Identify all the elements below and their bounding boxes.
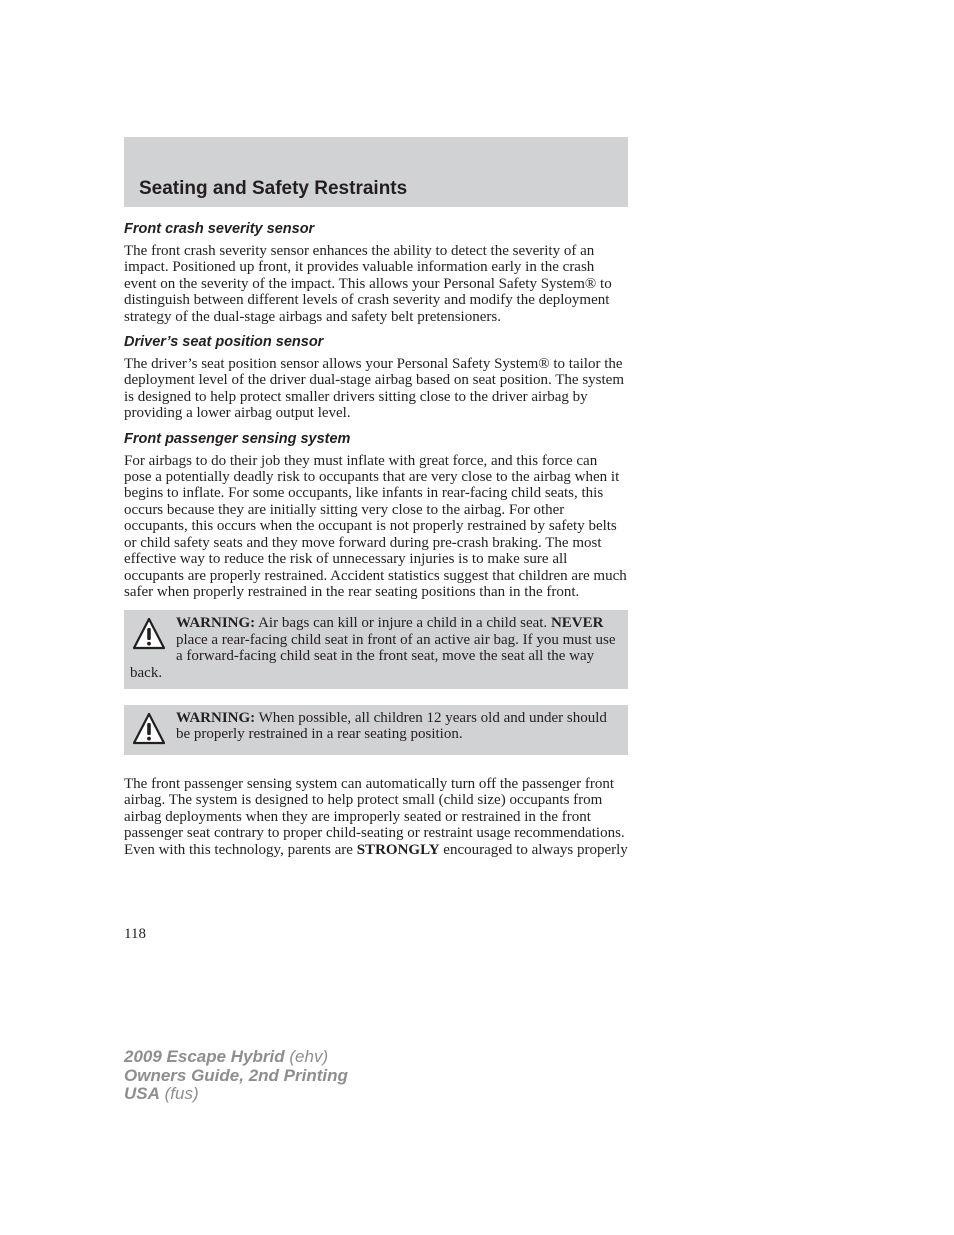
paragraph-front-crash-severity-sensor: The front crash severity sensor enhances the ability to detect the severity of an impact. Positioned up front, it provides valuable information early in the crash event on the severity of the impact. This allows your Personal Safety System® to distinguish between different levels of crash severity and modify the deployment strategy of the dual-stage airbags and safety belt pretensioners. xyxy=(124,243,612,325)
footer-printing: Owners Guide, 2nd Printing xyxy=(124,1065,348,1085)
warning-text-continued: place a rear-facing child seat in front of an active air bag. If you must use a forward-facing child seat in the front seat, move the seat all the way back. xyxy=(130,631,616,681)
page-content xyxy=(124,220,628,864)
closing-emphasis: STRONGLY xyxy=(356,841,440,858)
paragraph-passenger-sensing-closing xyxy=(124,776,628,858)
warning-label: WARNING: xyxy=(176,709,256,726)
closing-text-continued: encouraged to always properly xyxy=(439,841,628,858)
closing-text: The front passenger sensing system can automatically turn off the passenger front airbag. The system is designed to help protect small (child size) occupants from airbag deployments when they are improperly seated or restrained in the front passenger seat contrary to proper child-seating or restraint usage recommendations. Even with this technology, parents are xyxy=(124,775,625,858)
footer-publication-info xyxy=(124,1048,348,1104)
footer-model: 2009 Escape Hybrid xyxy=(124,1047,285,1066)
footer-market-code: (fus) xyxy=(159,1084,199,1103)
warning-emphasis: NEVER xyxy=(550,615,604,632)
warning-triangle-icon xyxy=(132,712,166,746)
warning-text: Air bags can kill or injure a child in a child seat. xyxy=(255,615,551,632)
section-header-band xyxy=(124,137,628,207)
warning-box-child-seat xyxy=(124,610,628,689)
paragraph-front-passenger-sensing-system: For airbags to do their job they must inflate with great force, and this force can pose a potentially deadly risk to occupants that are very close to the airbag when it begins to inflate. For some occupants, like infants in rear-facing child seats, this occurs because they are initially sitting very close to the airbag. For other occupants, this occurs when the occupant is not properly restrained by safety belts or child safety seats and they move forward during pre-crash braking. The most effective way to reduce the risk of unnecessary injuries is to make sure all occupants are properly restrained. Accident statistics suggest that children are much safer when properly restrained in the rear seating positions than in the front. xyxy=(124,452,627,600)
heading-drivers-seat-position-sensor: Driver’s seat position sensor xyxy=(124,334,324,351)
paragraph-drivers-seat-position-sensor: The driver’s seat position sensor allows your Personal Safety System® to tailor the deployment level of the driver dual-stage airbag based on seat position. The system is designed to help protect smaller drivers sitting close to the driver airbag by providing a lower airbag output level. xyxy=(124,356,625,422)
warning-text: When possible, all children 12 years old and under should be properly restrained in a rear seating position. xyxy=(176,709,607,743)
warning-label: WARNING: xyxy=(176,615,256,632)
heading-front-crash-severity-sensor: Front crash severity sensor xyxy=(124,221,315,237)
warning-box-children-rear-seat xyxy=(124,705,628,755)
footer-model-code: (ehv) xyxy=(284,1047,329,1066)
warning-triangle-icon xyxy=(132,617,166,651)
footer-market: USA xyxy=(124,1084,160,1103)
section-title: Seating and Safety Restraints xyxy=(139,178,408,199)
heading-front-passenger-sensing-system: Front passenger sensing system xyxy=(124,430,351,447)
page-number: 118 xyxy=(124,926,146,942)
